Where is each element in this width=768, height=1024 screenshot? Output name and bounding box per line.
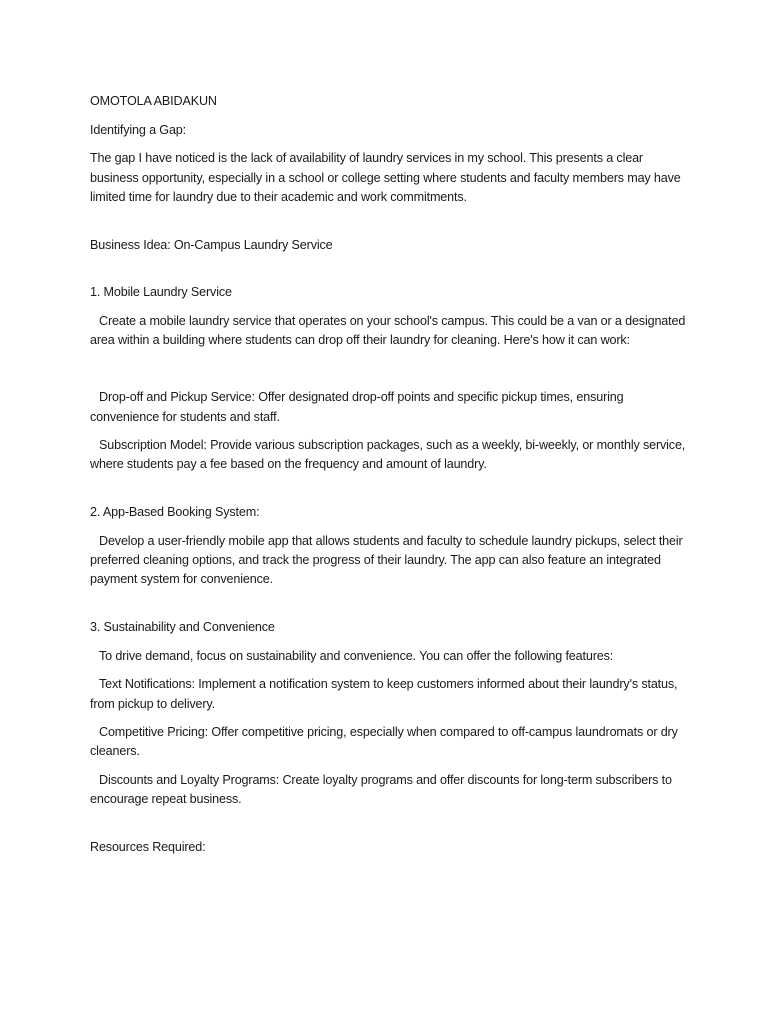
subscription-paragraph: Subscription Model: Provide various subscription packages, such as a weekly, bi-weekly, or monthly service, where students pay a fee based on the frequency and amount of laundry. — [90, 438, 686, 472]
document-body — [90, 92, 690, 867]
section-1-intro: Create a mobile laundry service that operates on your school's campus. This could be a van or a designated area within a building where students can drop off their laundry for cleaning. Here's how it can work: — [90, 313, 686, 348]
loyalty-paragraph: Discounts and Loyalty Programs: Create loyalty programs and offer discounts for long-term subscribers to encourage repeat business. — [90, 773, 672, 807]
section-3-intro: To drive demand, focus on sustainability and convenience. You can offer the following features: — [99, 648, 614, 663]
section-3-heading: 3. Sustainability and Convenience — [90, 619, 275, 634]
section-2-heading: 2. App-Based Booking System: — [90, 505, 260, 520]
business-idea: Business Idea: On-Campus Laundry Service — [90, 237, 333, 252]
section-1-heading: 1. Mobile Laundry Service — [90, 285, 232, 300]
dropoff-paragraph: Drop-off and Pickup Service: Offer designated drop-off points and specific pickup times, ensuring convenience for students and staff. — [90, 390, 624, 424]
gap-heading: Identifying a Gap: — [90, 122, 187, 137]
author-name: OMOTOLA ABIDAKUN — [90, 94, 217, 108]
notifications-paragraph: Text Notifications: Implement a notification system to keep customers informed about their laundry's status, from pickup to delivery. — [90, 677, 678, 711]
section-2-body: Develop a user-friendly mobile app that allows students and faculty to schedule laundry pickups, select their preferred cleaning options, and track the progress of their laundry. The app can also feature an integrated payment system for convenience. — [90, 533, 683, 587]
pricing-paragraph: Competitive Pricing: Offer competitive pricing, especially when compared to off-campus laundromats or dry cleaners. — [90, 725, 678, 759]
resources-heading: Resources Required: — [90, 840, 206, 855]
gap-paragraph: The gap I have noticed is the lack of availability of laundry services in my school. This presents a clear business opportunity, especially in a school or college setting where students and faculty members may have limited time for laundry due to their academic and work commitments. — [90, 151, 681, 204]
